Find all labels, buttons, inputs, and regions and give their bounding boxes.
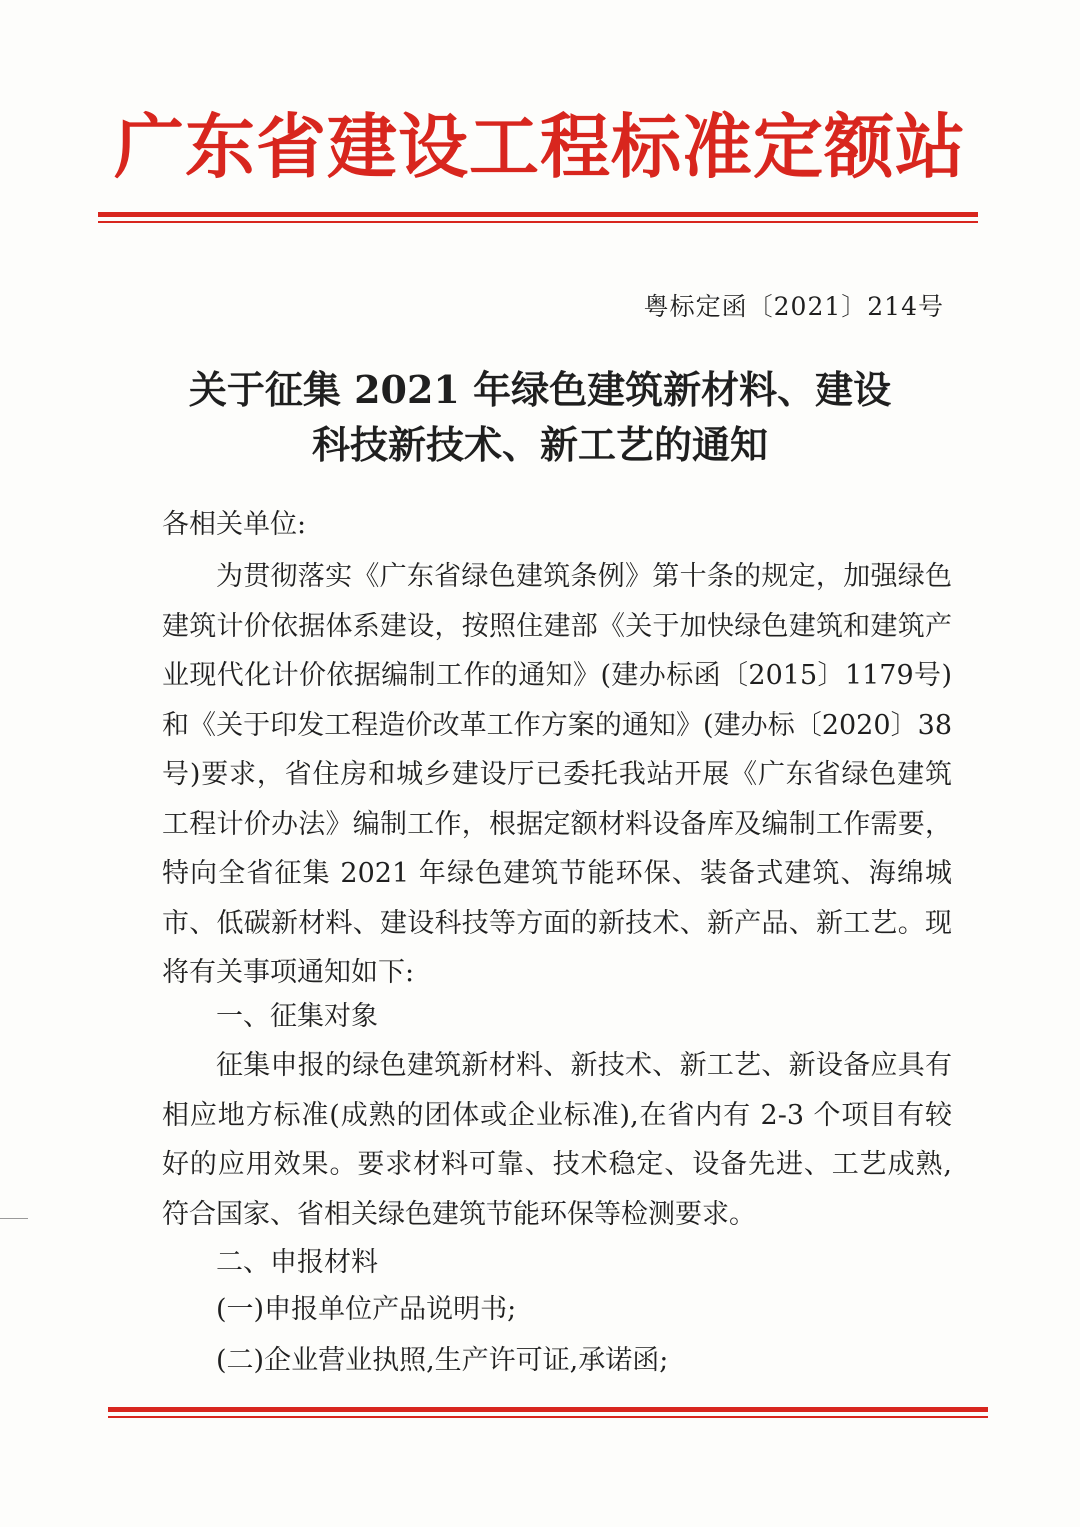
intro-paragraph: 为贯彻落实《广东省绿色建筑条例》第十条的规定，加强绿色建筑计价依据体系建设，按照住建部《关于加快绿色建筑和建筑产业现代化计价依据编制工作的通知》(建办标函〔2015〕1179号)和《关于印发工程造价改革工作方案的通知》(建办标〔2020〕38号)要求，省住房和城乡建设厅已委托我站开展《广东省绿色建筑工程计价办法》编制工作，根据定额材料设备库及编制工作需要，特向全省征集 2021 年绿色建筑节能环保、装备式建筑、海绵城市、低碳新材料、建设科技等方面的新技术、新产品、新工艺。现将有关事项通知如下: (162, 561, 952, 988)
section-1-paragraph: 征集申报的绿色建筑新材料、新技术、新工艺、新设备应具有相应地方标准(成熟的团体或企业标准),在省内有 2-3 个项目有较好的应用效果。要求材料可靠、技术稳定、设备先进、工艺成熟,符合国家、省相关绿色建筑节能环保等检测要求。 (162, 1050, 952, 1230)
section-2-heading: 二、申报材料 (216, 1247, 378, 1278)
title-line-1: 关于征集 2021 年绿色建筑新材料、建设 (188, 367, 892, 412)
salutation: 各相关单位: (162, 509, 307, 540)
title-line-2: 科技新技术、新工艺的通知 (311, 422, 768, 467)
section-1-heading: 一、征集对象 (216, 1001, 378, 1032)
binding-mark (0, 1218, 28, 1219)
material-item-2: (二)企业营业执照,生产许可证,承诺函; (216, 1345, 669, 1376)
org-masthead: 广东省建设工程标准定额站 (114, 105, 966, 188)
material-item-1: (一)申报单位产品说明书; (216, 1294, 517, 1325)
footer-divider (108, 1407, 988, 1418)
header-divider (98, 212, 978, 223)
document-title (100, 362, 980, 472)
document-number: 粤标定函〔2021〕214号 (643, 292, 944, 321)
